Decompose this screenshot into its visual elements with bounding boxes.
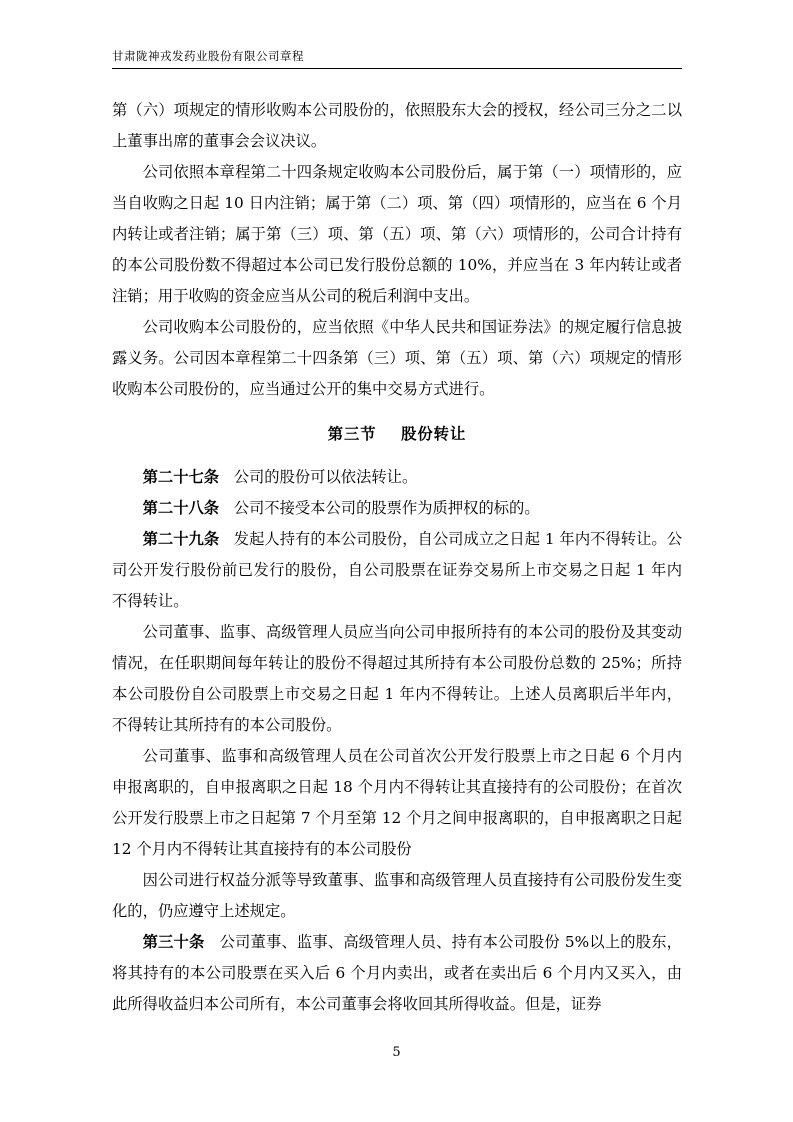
article-text: 公司不接受本公司的股票作为质押权的标的。 xyxy=(233,499,540,518)
article-paragraph xyxy=(112,927,682,1020)
page-content xyxy=(112,48,682,1020)
article-text: 公司的股份可以依法转让。 xyxy=(233,468,418,487)
page-number: 5 xyxy=(392,1045,401,1060)
article-text: 公司董事、监事、高级管理人员、持有本公司股份 5%以上的股东，将其持有的本公司股票在买入后 6 个月内卖出，或者在卖出后 6 个月内又买入，由此所得收益归本公司所有，本公司董事会将收回其所得收益。但是，证券 xyxy=(112,933,682,1014)
article-label: 第二十七条 xyxy=(142,468,220,487)
article-label: 第三十条 xyxy=(142,933,205,952)
section-number: 第三节 xyxy=(327,425,377,444)
paragraph: 第（六）项规定的情形收购本公司股份的，依照股东大会的授权，经公司三分之二以上董事出席的董事会会议决议。 xyxy=(112,101,682,151)
paragraph: 因公司进行权益分派等导致董事、监事和高级管理人员直接持有公司股份发生变化的，仍应遵守上述规定。 xyxy=(112,871,682,921)
article-paragraph xyxy=(112,493,682,524)
document-body xyxy=(112,95,682,1020)
section-heading xyxy=(112,419,682,450)
article-label: 第二十九条 xyxy=(142,530,220,549)
page-header: 甘肃陇神戎发药业股份有限公司章程 xyxy=(112,48,682,69)
paragraph: 公司董事、监事、高级管理人员应当向公司申报所持有的本公司的股份及其变动情况，在任职期间每年转让的股份不得超过其所持有本公司股份总数的 25%；所持本公司股份自公司股票上市交易之日起 1 年内不得转让。上述人员离职后半年内，不得转让其所持有的本公司股份。 xyxy=(112,623,682,735)
paragraph: 公司董事、监事和高级管理人员在公司首次公开发行股票上市之日起 6 个月内申报离职的，自申报离职之日起 18 个月内不得转让其直接持有的公司股份；在首次公开发行股票上市之日起第 7 个月至第 12 个月之间申报离职的，自申报离职之日起 12 个月内不得转让其直接持有的本公司股份 xyxy=(112,747,682,859)
article-paragraph xyxy=(112,462,682,493)
article-paragraph xyxy=(112,524,682,617)
paragraph: 公司依照本章程第二十四条规定收购本公司股份后，属于第（一）项情形的，应当自收购之日起 10 日内注销；属于第（二）项、第（四）项情形的，应当在 6 个月内转让或者注销；属于第（三）项、第（五）项、第（六）项情形的，公司合计持有的本公司股份数不得超过本公司已发行股份总额的 10%，并应当在 3 年内转让或者注销；用于收购的资金应当从公司的税后利润中支出。 xyxy=(112,163,682,306)
section-title-text: 股份转让 xyxy=(401,425,467,444)
article-label: 第二十八条 xyxy=(142,499,220,518)
paragraph: 公司收购本公司股份的，应当依照《中华人民共和国证券法》的规定履行信息披露义务。公司因本章程第二十四条第（三）项、第（五）项、第（六）项规定的情形收购本公司股份的，应当通过公开的集中交易方式进行。 xyxy=(112,318,682,399)
article-text: 发起人持有的本公司股份，自公司成立之日起 1 年内不得转让。公司公开发行股份前已发行的股份，自公司股票在证券交易所上市交易之日起 1 年内不得转让。 xyxy=(112,530,682,611)
